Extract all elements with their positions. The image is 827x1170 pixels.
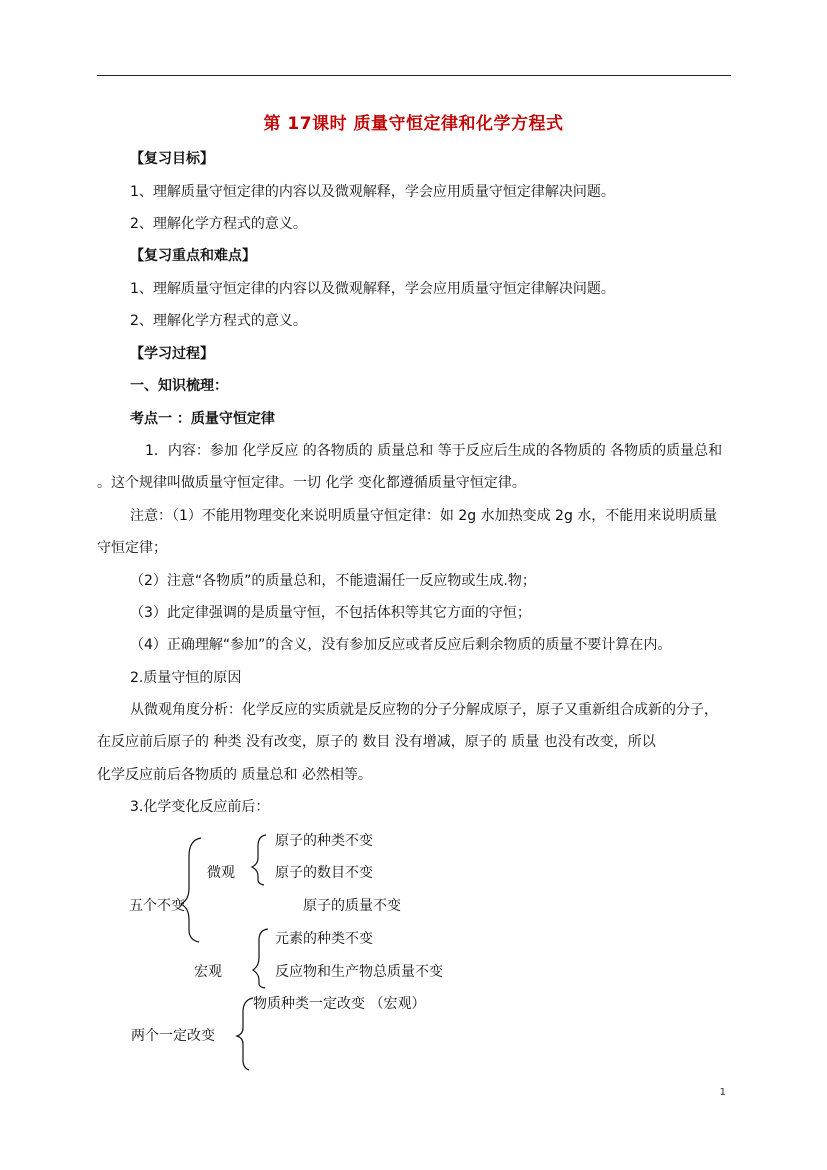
- macro-brace: [253, 929, 268, 988]
- goals-heading: 【复习目标】: [130, 151, 214, 167]
- big-brace: [181, 838, 201, 942]
- atom-number-text: 原子的数目不变: [275, 865, 373, 881]
- page-number: 1: [719, 1087, 726, 1098]
- process-heading: 【学习过程】: [130, 346, 214, 362]
- element-type-text: 元素的种类不变: [275, 931, 373, 947]
- page-title: 第 17课时 质量守恒定律和化学方程式: [263, 114, 564, 134]
- goal-2: 2、理解化学方程式的意义。: [130, 216, 307, 232]
- paragraph-2c: 化学反应前后各物质的 质量总和 必然相等。: [97, 767, 372, 783]
- goal-1: 1、理解质量守恒定律的内容以及微观解释，学会应用质量守恒定律解决问题。: [130, 184, 615, 200]
- change-brace: [237, 998, 253, 1070]
- paragraph-1b: 。这个规律叫做质量守恒定律。一切 化学 变化都遵循质量守恒定律。: [97, 475, 526, 491]
- macro-label: 宏观: [194, 964, 222, 980]
- part-heading: 一、知识梳理：: [130, 378, 228, 394]
- paragraph-2a: 从微观角度分析：化学反应的实质就是反应物的分子分解成原子，原子又重新组合成新的分子，: [130, 702, 718, 718]
- key-1: 1、理解质量守恒定律的内容以及微观解释，学会应用质量守恒定律解决问题。: [130, 281, 615, 297]
- paragraph-2b: 在反应前后原子的 种类 没有改变，原子的 数目 没有增减，原子的 质量 也没有改变，所以: [97, 734, 656, 750]
- total-mass-text: 反应物和生产物总质量不变: [275, 964, 443, 980]
- atom-type-text: 原子的种类不变: [275, 833, 373, 849]
- note-1b: 守恒定律；: [97, 540, 167, 556]
- topic-heading: 考点一 ：质量守恒定律: [130, 411, 275, 427]
- micro-brace: [252, 835, 266, 885]
- atom-mass-text: 原子的质量不变: [303, 898, 401, 914]
- two-changed-label: 两个一定改变: [131, 1028, 215, 1044]
- paragraph-3-heading: 3.化学变化反应前后：: [130, 799, 270, 815]
- substance-type-text: 物质种类一定改变 （宏观）: [253, 996, 426, 1012]
- note-1a: 注意：（1）不能用物理变化来说明质量守恒定律：如 2g 水加热变成 2g 水，不能用来说明质量: [130, 508, 718, 524]
- paragraph-2-heading: 2.质量守恒的原因: [130, 670, 242, 686]
- keys-heading: 【复习重点和难点】: [130, 248, 256, 264]
- key-2: 2、理解化学方程式的意义。: [130, 313, 307, 329]
- note-4: （4）正确理解“参加”的含义，没有参加反应或者反应后剩余物质的质量不要计算在内。: [130, 637, 672, 653]
- note-3: （3）此定律强调的是质量守恒，不包括体积等其它方面的守恒；: [130, 605, 531, 621]
- note-2: （2）注意“各物质”的质量总和，不能遗漏任一反应物或生成.物；: [130, 573, 536, 589]
- paragraph-1a: 1．内容：参加 化学反应 的各物质的 质量总和 等于反应后生成的各物质的 各物质的质量总和: [145, 443, 723, 459]
- five-unchanged-label: 五个不变: [129, 898, 185, 914]
- micro-label: 微观: [207, 865, 235, 881]
